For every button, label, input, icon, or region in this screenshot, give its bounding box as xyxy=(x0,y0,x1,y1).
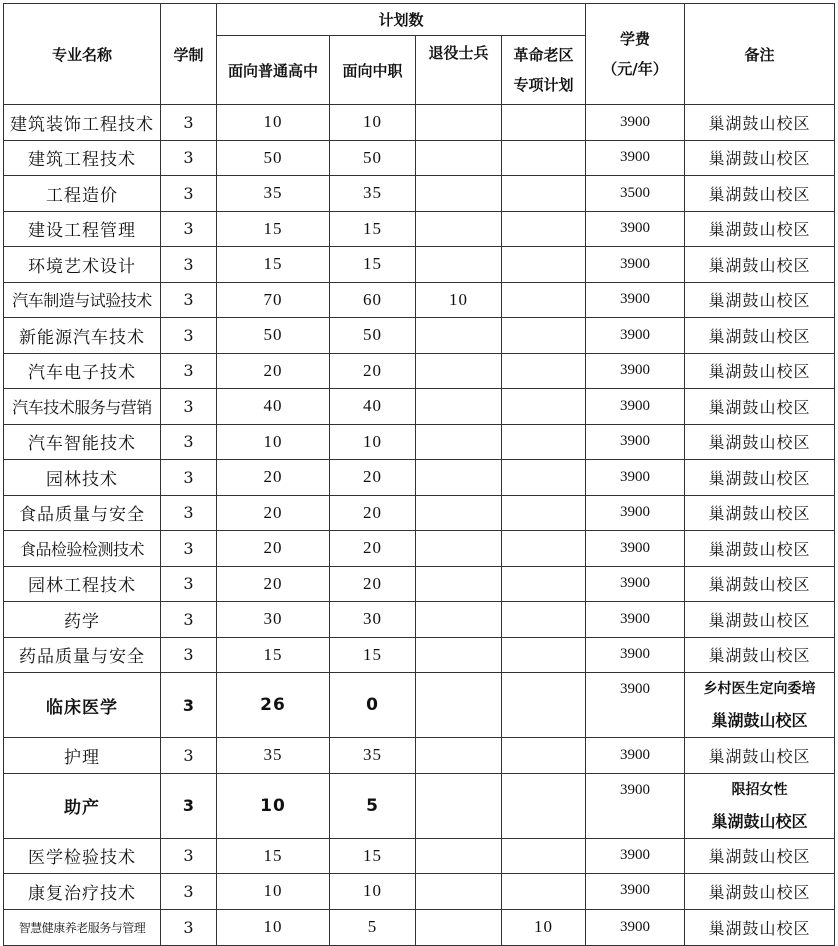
vocational-school-cell: 20 xyxy=(330,460,416,496)
table-row xyxy=(4,318,835,354)
tuition-cell: 3900 xyxy=(586,909,685,945)
major-name-cell: 园林技术 xyxy=(4,460,161,496)
old-revolutionary-cell xyxy=(502,318,586,354)
vocational-school-cell: 20 xyxy=(330,353,416,389)
vocational-school-cell: 30 xyxy=(330,602,416,638)
enrollment-plan-table xyxy=(3,3,835,946)
table-row xyxy=(4,389,835,425)
duration-cell: 3 xyxy=(161,602,217,638)
duration-cell: 3 xyxy=(161,211,217,247)
general-high-school-cell: 15 xyxy=(217,247,330,283)
major-name-cell: 护理 xyxy=(4,738,161,774)
remarks-cell: 巢湖鼓山校区 xyxy=(685,874,835,910)
remarks-cell: 巢湖鼓山校区 xyxy=(685,389,835,425)
duration-cell: 3 xyxy=(161,424,217,460)
major-name-cell: 建筑工程技术 xyxy=(4,140,161,176)
remarks-cell: 巢湖鼓山校区 xyxy=(685,838,835,874)
veterans-cell xyxy=(416,673,502,738)
duration-cell: 3 xyxy=(161,140,217,176)
veterans-cell xyxy=(416,566,502,602)
vocational-school-cell: 50 xyxy=(330,140,416,176)
tuition-cell: 3900 xyxy=(586,738,685,774)
vocational-school-cell: 10 xyxy=(330,105,416,141)
remarks-cell: 巢湖鼓山校区 xyxy=(685,602,835,638)
vocational-school-cell: 10 xyxy=(330,424,416,460)
duration-cell: 3 xyxy=(161,353,217,389)
tuition-cell: 3900 xyxy=(586,318,685,354)
tuition-cell: 3900 xyxy=(586,353,685,389)
tuition-cell: 3900 xyxy=(586,566,685,602)
table-row xyxy=(4,176,835,212)
table-row xyxy=(4,602,835,638)
vocational-school-cell: 60 xyxy=(330,282,416,318)
table-row xyxy=(4,105,835,141)
general-high-school-cell: 35 xyxy=(217,738,330,774)
general-high-school-cell: 20 xyxy=(217,531,330,567)
vocational-school-cell: 20 xyxy=(330,495,416,531)
old-revolutionary-cell xyxy=(502,460,586,496)
general-high-school-cell: 20 xyxy=(217,460,330,496)
tuition-cell: 3900 xyxy=(586,602,685,638)
remarks-cell: 巢湖鼓山校区 xyxy=(685,211,835,247)
table-row xyxy=(4,838,835,874)
vocational-school-cell: 15 xyxy=(330,838,416,874)
duration-cell: 3 xyxy=(161,909,217,945)
header-tuition-label: 学费 xyxy=(620,30,651,48)
general-high-school-cell: 10 xyxy=(217,909,330,945)
old-revolutionary-cell: 10 xyxy=(502,909,586,945)
tuition-cell: 3900 xyxy=(586,211,685,247)
table-row xyxy=(4,353,835,389)
old-revolutionary-cell xyxy=(502,874,586,910)
general-high-school-cell: 50 xyxy=(217,318,330,354)
duration-cell: 3 xyxy=(161,389,217,425)
old-revolutionary-cell xyxy=(502,424,586,460)
general-high-school-cell: 20 xyxy=(217,495,330,531)
veterans-cell xyxy=(416,637,502,673)
veterans-cell xyxy=(416,602,502,638)
major-name-cell: 园林工程技术 xyxy=(4,566,161,602)
veterans-cell xyxy=(416,495,502,531)
old-revolutionary-cell xyxy=(502,637,586,673)
veterans-cell xyxy=(416,318,502,354)
major-name-cell: 汽车智能技术 xyxy=(4,424,161,460)
remarks-cell: 巢湖鼓山校区 xyxy=(685,105,835,141)
veterans-cell xyxy=(416,389,502,425)
header-duration: 学制 xyxy=(161,4,217,105)
header-veterans: 退役士兵 xyxy=(416,36,502,105)
header-tuition xyxy=(586,4,685,105)
old-revolutionary-cell xyxy=(502,495,586,531)
remarks-cell: 巢湖鼓山校区 xyxy=(685,495,835,531)
veterans-cell xyxy=(416,424,502,460)
major-name-cell: 工程造价 xyxy=(4,176,161,212)
major-name-cell: 环境艺术设计 xyxy=(4,247,161,283)
table-row xyxy=(4,247,835,283)
veterans-cell: 10 xyxy=(416,282,502,318)
general-high-school-cell: 10 xyxy=(217,773,330,838)
general-high-school-cell: 15 xyxy=(217,637,330,673)
vocational-school-cell: 15 xyxy=(330,637,416,673)
general-high-school-cell: 20 xyxy=(217,566,330,602)
old-revolutionary-cell xyxy=(502,531,586,567)
vocational-school-cell: 40 xyxy=(330,389,416,425)
header-tuition-unit: （元/年） xyxy=(602,60,668,78)
duration-cell: 3 xyxy=(161,176,217,212)
duration-cell: 3 xyxy=(161,495,217,531)
general-high-school-cell: 70 xyxy=(217,282,330,318)
vocational-school-cell: 20 xyxy=(330,566,416,602)
duration-cell: 3 xyxy=(161,460,217,496)
old-revolutionary-cell xyxy=(502,353,586,389)
table-row xyxy=(4,566,835,602)
old-revolutionary-cell xyxy=(502,105,586,141)
table-row xyxy=(4,531,835,567)
tuition-cell: 3900 xyxy=(586,838,685,874)
major-name-cell: 新能源汽车技术 xyxy=(4,318,161,354)
old-revolutionary-cell xyxy=(502,673,586,738)
remarks-line-2: 巢湖鼓山校区 xyxy=(711,711,808,730)
remarks-line-2: 巢湖鼓山校区 xyxy=(711,811,808,831)
remarks-cell: 巢湖鼓山校区 xyxy=(685,353,835,389)
veterans-cell xyxy=(416,874,502,910)
tuition-cell: 3900 xyxy=(586,874,685,910)
remarks-cell: 巢湖鼓山校区 xyxy=(685,909,835,945)
remarks-cell: 巢湖鼓山校区 xyxy=(685,140,835,176)
duration-cell: 3 xyxy=(161,738,217,774)
veterans-cell xyxy=(416,353,502,389)
major-name-cell: 建设工程管理 xyxy=(4,211,161,247)
vocational-school-cell: 20 xyxy=(330,531,416,567)
remarks-cell xyxy=(685,673,835,738)
old-revolutionary-cell xyxy=(502,247,586,283)
duration-cell: 3 xyxy=(161,282,217,318)
tuition-cell: 3500 xyxy=(586,176,685,212)
old-revolutionary-cell xyxy=(502,176,586,212)
vocational-school-cell: 15 xyxy=(330,211,416,247)
veterans-cell xyxy=(416,460,502,496)
tuition-cell: 3900 xyxy=(586,460,685,496)
major-name-cell: 智慧健康养老服务与管理 xyxy=(4,909,161,945)
major-name-cell: 建筑装饰工程技术 xyxy=(4,105,161,141)
remarks-cell: 巢湖鼓山校区 xyxy=(685,247,835,283)
major-name-cell: 食品检验检测技术 xyxy=(4,531,161,567)
duration-cell: 3 xyxy=(161,318,217,354)
old-revolutionary-cell xyxy=(502,211,586,247)
header-old-revolutionary-line1: 革命老区 xyxy=(513,46,574,64)
table-row xyxy=(4,211,835,247)
tuition-cell: 3900 xyxy=(586,773,685,838)
veterans-cell xyxy=(416,773,502,838)
veterans-cell xyxy=(416,838,502,874)
remarks-cell: 巢湖鼓山校区 xyxy=(685,531,835,567)
general-high-school-cell: 10 xyxy=(217,424,330,460)
general-high-school-cell: 10 xyxy=(217,105,330,141)
header-general-high-school: 面向普通高中 xyxy=(217,36,330,105)
table-row xyxy=(4,673,835,738)
header-vocational-school: 面向中职 xyxy=(330,36,416,105)
tuition-cell: 3900 xyxy=(586,424,685,460)
vocational-school-cell: 5 xyxy=(330,909,416,945)
veterans-cell xyxy=(416,105,502,141)
major-name-cell: 康复治疗技术 xyxy=(4,874,161,910)
table-row xyxy=(4,282,835,318)
vocational-school-cell: 0 xyxy=(330,673,416,738)
duration-cell: 3 xyxy=(161,637,217,673)
table-row xyxy=(4,140,835,176)
header-remarks: 备注 xyxy=(685,4,835,105)
general-high-school-cell: 30 xyxy=(217,602,330,638)
major-name-cell: 临床医学 xyxy=(4,673,161,738)
major-name-cell: 助产 xyxy=(4,773,161,838)
remarks-cell xyxy=(685,773,835,838)
table-row xyxy=(4,738,835,774)
tuition-cell: 3900 xyxy=(586,673,685,738)
remarks-cell: 巢湖鼓山校区 xyxy=(685,460,835,496)
remarks-line-1: 限招女性 xyxy=(731,781,788,798)
remarks-cell: 巢湖鼓山校区 xyxy=(685,424,835,460)
duration-cell: 3 xyxy=(161,247,217,283)
vocational-school-cell: 35 xyxy=(330,738,416,774)
old-revolutionary-cell xyxy=(502,773,586,838)
major-name-cell: 医学检验技术 xyxy=(4,838,161,874)
duration-cell: 3 xyxy=(161,531,217,567)
vocational-school-cell: 50 xyxy=(330,318,416,354)
header-old-revolutionary xyxy=(502,36,586,105)
old-revolutionary-cell xyxy=(502,282,586,318)
vocational-school-cell: 35 xyxy=(330,176,416,212)
duration-cell: 3 xyxy=(161,566,217,602)
old-revolutionary-cell xyxy=(502,838,586,874)
duration-cell: 3 xyxy=(161,105,217,141)
veterans-cell xyxy=(416,176,502,212)
remarks-line-1: 乡村医生定向委培 xyxy=(703,681,816,697)
veterans-cell xyxy=(416,531,502,567)
header-major-name: 专业名称 xyxy=(4,4,161,105)
header-old-revolutionary-line2: 专项计划 xyxy=(513,76,574,94)
tuition-cell: 3900 xyxy=(586,105,685,141)
general-high-school-cell: 40 xyxy=(217,389,330,425)
general-high-school-cell: 10 xyxy=(217,874,330,910)
duration-cell: 3 xyxy=(161,874,217,910)
table-row xyxy=(4,424,835,460)
general-high-school-cell: 50 xyxy=(217,140,330,176)
old-revolutionary-cell xyxy=(502,140,586,176)
tuition-cell: 3900 xyxy=(586,282,685,318)
remarks-cell: 巢湖鼓山校区 xyxy=(685,282,835,318)
veterans-cell xyxy=(416,909,502,945)
remarks-cell: 巢湖鼓山校区 xyxy=(685,738,835,774)
old-revolutionary-cell xyxy=(502,738,586,774)
table-row xyxy=(4,495,835,531)
general-high-school-cell: 20 xyxy=(217,353,330,389)
table-row xyxy=(4,773,835,838)
old-revolutionary-cell xyxy=(502,566,586,602)
remarks-cell: 巢湖鼓山校区 xyxy=(685,566,835,602)
duration-cell: 3 xyxy=(161,773,217,838)
header-plan-count: 计划数 xyxy=(217,4,586,36)
vocational-school-cell: 15 xyxy=(330,247,416,283)
tuition-cell: 3900 xyxy=(586,140,685,176)
general-high-school-cell: 35 xyxy=(217,176,330,212)
major-name-cell: 汽车技术服务与营销 xyxy=(4,389,161,425)
remarks-cell: 巢湖鼓山校区 xyxy=(685,176,835,212)
duration-cell: 3 xyxy=(161,673,217,738)
old-revolutionary-cell xyxy=(502,602,586,638)
vocational-school-cell: 10 xyxy=(330,874,416,910)
major-name-cell: 食品质量与安全 xyxy=(4,495,161,531)
duration-cell: 3 xyxy=(161,838,217,874)
remarks-cell: 巢湖鼓山校区 xyxy=(685,637,835,673)
tuition-cell: 3900 xyxy=(586,495,685,531)
major-name-cell: 药品质量与安全 xyxy=(4,637,161,673)
general-high-school-cell: 15 xyxy=(217,211,330,247)
tuition-cell: 3900 xyxy=(586,637,685,673)
remarks-cell: 巢湖鼓山校区 xyxy=(685,318,835,354)
tuition-cell: 3900 xyxy=(586,247,685,283)
veterans-cell xyxy=(416,211,502,247)
old-revolutionary-cell xyxy=(502,389,586,425)
veterans-cell xyxy=(416,738,502,774)
major-name-cell: 汽车电子技术 xyxy=(4,353,161,389)
table-row xyxy=(4,637,835,673)
vocational-school-cell: 5 xyxy=(330,773,416,838)
general-high-school-cell: 26 xyxy=(217,673,330,738)
table-row xyxy=(4,909,835,945)
veterans-cell xyxy=(416,140,502,176)
general-high-school-cell: 15 xyxy=(217,838,330,874)
table-row xyxy=(4,460,835,496)
major-name-cell: 汽车制造与试验技术 xyxy=(4,282,161,318)
table-row xyxy=(4,874,835,910)
tuition-cell: 3900 xyxy=(586,531,685,567)
major-name-cell: 药学 xyxy=(4,602,161,638)
veterans-cell xyxy=(416,247,502,283)
tuition-cell: 3900 xyxy=(586,389,685,425)
